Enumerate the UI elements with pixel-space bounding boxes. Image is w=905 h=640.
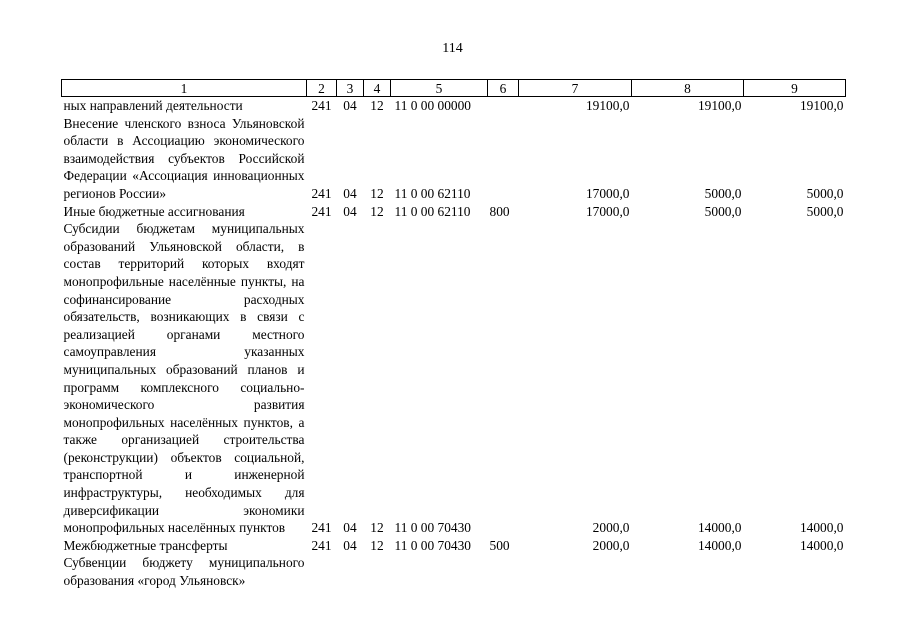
row-grbs: 241 [311,520,332,536]
row-amount-1: 17000,0 [585,185,630,201]
row-name: ных направлений деятельности [63,98,243,113]
row-target-article: 11 0 00 00000 [394,98,471,113]
row-target-article: 11 0 00 62110 [394,185,471,201]
row-amount-1: 2000,0 [592,520,630,536]
row-grbs [307,554,337,589]
header-cell-9: 9 [744,80,846,97]
header-cell-7: 7 [519,80,632,97]
row-section: 04 [343,185,357,201]
row-amount-1 [519,554,632,589]
row-grbs: 241 [311,537,332,553]
row-amount-2 [632,554,744,589]
row-amount-3: 19100,0 [799,98,844,113]
table-row [62,203,846,221]
row-section: 04 [343,98,357,113]
table-row [62,220,846,537]
row-name: Субвенции бюджету муниципального образования «город Ульяновск» [63,555,305,589]
table-row [62,97,846,115]
budget-table [61,79,846,590]
row-target-article: 11 0 00 62110 [394,203,471,219]
row-grbs: 241 [311,98,332,113]
row-subsection: 12 [370,98,384,113]
row-section: 04 [343,520,357,536]
header-cell-1: 1 [62,80,307,97]
row-expense-type [488,115,519,203]
row-target-article: 11 0 00 70430 [394,520,471,536]
row-subsection: 12 [370,520,384,536]
row-amount-1: 19100,0 [585,98,630,113]
row-name: Внесение членского взноса Ульяновской области в Ассоциацию экономического взаимодействия субъектов Российской Федерации «Ассоциация инновационных регионов России» [63,115,305,201]
row-amount-3: 5000,0 [806,203,844,219]
row-amount-3 [744,554,846,589]
row-subsection: 12 [370,203,384,219]
table-row [62,115,846,203]
row-amount-3: 14000,0 [799,520,844,536]
row-section: 04 [343,203,357,219]
row-subsection [364,554,391,589]
row-target-article: 11 0 00 70430 [394,537,471,553]
row-amount-1: 2000,0 [592,537,630,553]
table-row [62,537,846,555]
table-header-row [62,80,846,97]
row-name: Иные бюджетные ассигнования [63,203,245,219]
row-expense-type: 800 [489,203,510,219]
row-target-article [391,554,488,589]
row-expense-type [488,554,519,589]
row-amount-2: 19100,0 [697,98,742,113]
row-amount-2: 5000,0 [704,203,742,219]
row-amount-2: 5000,0 [704,185,742,201]
row-amount-1: 17000,0 [585,203,630,219]
page-number: 114 [442,41,463,56]
row-subsection: 12 [370,537,384,553]
row-section: 04 [343,537,357,553]
table-row [62,554,846,589]
row-amount-3: 14000,0 [799,537,844,553]
header-cell-6: 6 [488,80,519,97]
row-amount-2: 14000,0 [697,520,742,536]
row-expense-type [488,220,519,537]
row-grbs: 241 [311,203,332,219]
header-cell-5: 5 [391,80,488,97]
row-name: Межбюджетные трансферты [63,537,228,553]
header-cell-2: 2 [307,80,337,97]
header-cell-3: 3 [337,80,364,97]
row-expense-type [488,97,519,115]
row-expense-type: 500 [489,537,510,553]
row-grbs: 241 [311,185,332,201]
row-section [337,554,364,589]
header-cell-8: 8 [632,80,744,97]
row-subsection: 12 [370,185,384,201]
row-amount-2: 14000,0 [697,537,742,553]
row-amount-3: 5000,0 [806,185,844,201]
header-cell-4: 4 [364,80,391,97]
row-name: Субсидии бюджетам муниципальных образований Ульяновской области, в состав территорий которых входят монопрофильные населённые пункты, на софинансирование расходных обязательств, возникающих в связи с реализацией органами местного самоуправления указанных муниципальных образований планов и программ комплексного социально-экономического развития монопрофильных населённых пунктов, а также организацией строительства (реконструкции) объектов социальной, транспортной и инженерной инфраструктуры, необходимых для диверсификации экономики монопрофильных населённых пунктов [63,221,305,536]
